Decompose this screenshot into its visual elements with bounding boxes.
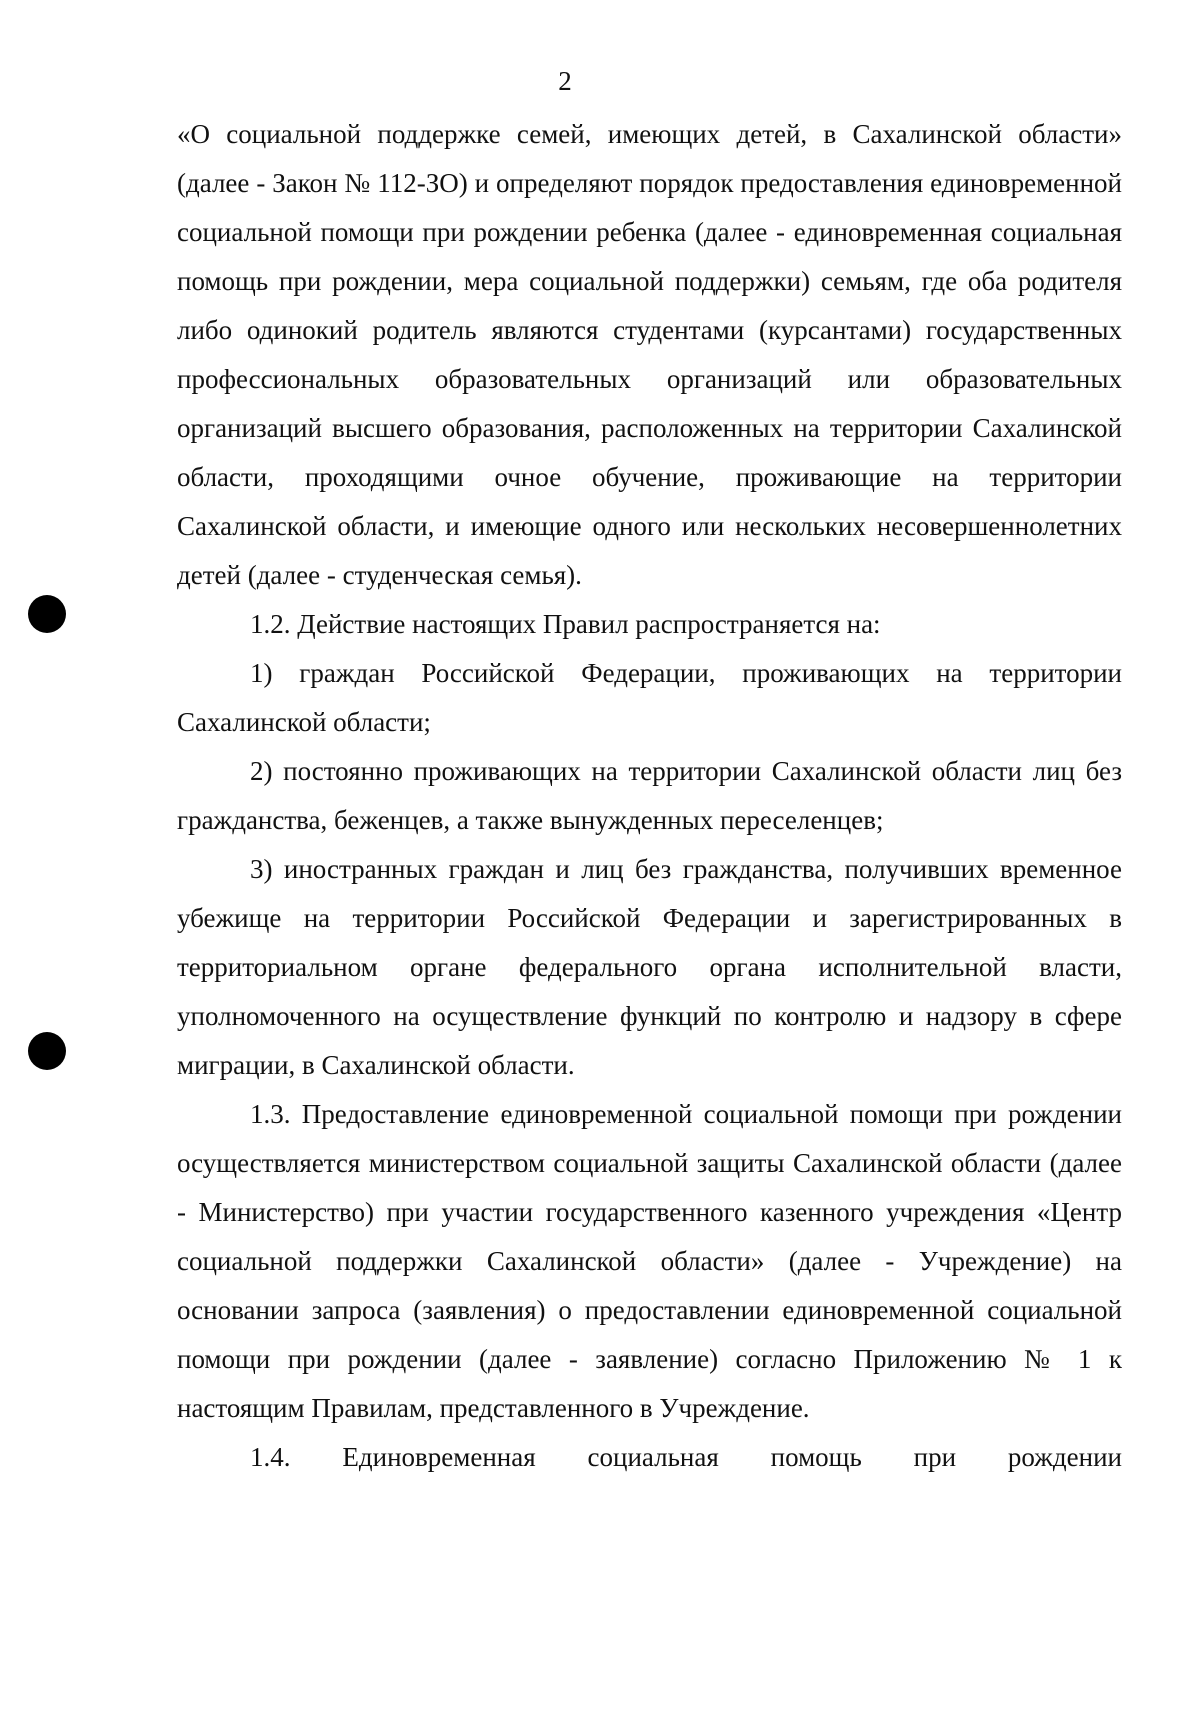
list-item-3: 3) иностранных граждан и лиц без гражданства, получивших временное убежище на территории Российской Федерации и зарегистрированных в территориальном органе федерального органа исполнительной власти, уполномоченного на осуществление функций по контролю и надзору в сфере миграции, в Сахалинской области. bbox=[177, 854, 1122, 1080]
paragraph-1-3: 1.3. Предоставление единовременной социальной помощи при рождении осуществляется министерством социальной защиты Сахалинской области (далее - Министерство) при участии государственного казенного учреждения «Центр социальной поддержки Сахалинской области» (далее - Учреждение) на основании запроса (заявления) о предоставлении единовременной социальной помощи при рождении (далее - заявление) согласно Приложению № 1 к настоящим Правилам, представленного в Учреждение. bbox=[177, 1099, 1122, 1423]
paragraph-1-4: 1.4. Единовременная социальная помощь при рождении bbox=[250, 1442, 1122, 1472]
list-item-2: 2) постоянно проживающих на территории Сахалинской области лиц без гражданства, беженцев, а также вынужденных переселенцев; bbox=[177, 756, 1122, 835]
punch-hole-mark bbox=[28, 595, 66, 633]
list-item-1: 1) граждан Российской Федерации, проживающих на территории Сахалинской области; bbox=[177, 658, 1122, 737]
paragraph-1-2: 1.2. Действие настоящих Правил распространяется на: bbox=[250, 609, 881, 639]
punch-hole-mark bbox=[28, 1032, 66, 1070]
document-body bbox=[177, 110, 1122, 1482]
paragraph-continuation: «О социальной поддержке семей, имеющих детей, в Сахалинской области» (далее - Закон № 112-ЗО) и определяют порядок предоставления единовременной социальной помощи при рождении ребенка (далее - единовременная социальная помощь при рождении, мера социальной поддержки) семьям, где оба родителя либо одинокий родитель являются студентами (курсантами) государственных профессиональных образовательных организаций или образовательных организаций высшего образования, расположенных на территории Сахалинской области, проходящими очное обучение, проживающие на территории Сахалинской области, и имеющие одного или нескольких несовершеннолетних детей (далее - студенческая семья). bbox=[177, 119, 1122, 590]
page-number: 2 bbox=[558, 66, 572, 96]
